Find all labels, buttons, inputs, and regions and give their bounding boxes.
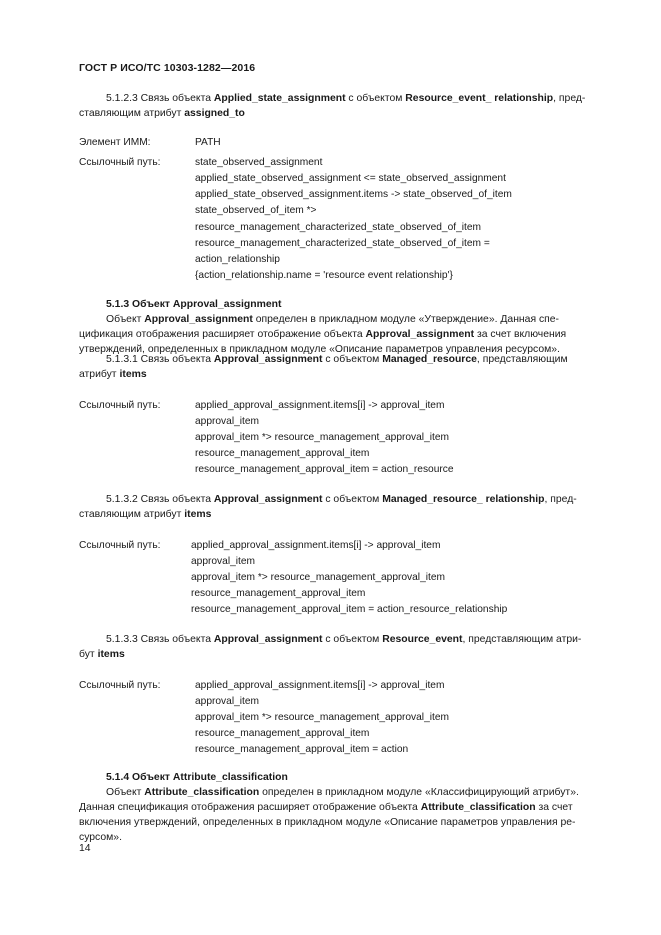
path-line: applied_approval_assignment.items[i] -> approval_item [191, 540, 441, 551]
path-line: approval_item *> resource_management_approval_item [195, 712, 449, 723]
text-run: атрибут [79, 369, 120, 380]
text-run: бут [79, 649, 98, 660]
path-line: resource_management_approval_item = action [195, 744, 409, 755]
bold-term: Applied_state_assignment [213, 93, 346, 104]
text-run: , пред- [544, 494, 577, 505]
rich-line [79, 91, 616, 106]
paragraph-5133 [79, 632, 616, 662]
text-run: 5.1.3.3 Связь объекта [106, 634, 214, 645]
path-line: approval_item *> resource_management_approval_item [191, 572, 445, 583]
path-line: approval_item [195, 416, 259, 427]
path-line: applied_state_observed_assignment.items -> state_observed_of_item [195, 189, 512, 200]
text-run: с объектом [345, 93, 406, 104]
path-line: resource_management_approval_item [191, 588, 366, 599]
path-line: resource_management_characterized_state_observed_of_item [195, 222, 481, 233]
rich-line [79, 327, 616, 342]
rich-line [79, 815, 616, 830]
path-line: approval_item [191, 556, 255, 567]
path-line: applied_approval_assignment.items[i] -> approval_item [195, 400, 445, 411]
path-line: state_observed_of_item *> [195, 205, 317, 216]
imm-label: Элемент ИММ: [79, 137, 151, 148]
path-line: applied_state_observed_assignment <= state_observed_assignment [195, 173, 506, 184]
rich-line [79, 507, 616, 522]
text-run: за счет [535, 802, 573, 813]
rich-line [79, 106, 616, 121]
text-run: цификация отображения расширяет отображение объекта [79, 329, 366, 340]
path-line: {action_relationship.name = 'resource event relationship'} [195, 270, 453, 281]
text-run: Объект [106, 787, 145, 798]
path-line: applied_approval_assignment.items[i] -> approval_item [195, 680, 445, 691]
bold-term: Managed_resource [382, 354, 477, 365]
path-line: resource_management_approval_item = action_resource [195, 464, 454, 475]
rich-line [79, 312, 616, 327]
bold-term: Resource_event [382, 634, 463, 645]
text-run: определен в прикладном модуле «Классифицирующий атрибут». [259, 787, 579, 798]
text-run: Данная спецификация отображения расширяет отображение объекта [79, 802, 421, 813]
path-line: approval_item [195, 696, 259, 707]
text-run: , представляющим атри- [462, 634, 582, 645]
bold-term: Attribute_classification [420, 802, 536, 813]
text-run: ставляющим атрибут [79, 108, 185, 119]
bold-term: Approval_assignment [144, 314, 253, 325]
text-run: с объектом [322, 494, 383, 505]
paragraph-513 [79, 312, 616, 357]
bold-term: assigned_to [184, 108, 245, 119]
bold-term: Attribute_classification [144, 787, 260, 798]
rich-line [79, 830, 616, 845]
paragraph-514 [79, 785, 616, 845]
text-run: ставляющим атрибут [79, 509, 185, 520]
text-run: , пред- [553, 93, 586, 104]
text-run: утверждений, определенных в прикладном модуле «Описание параметров управления ресурсом». [79, 344, 560, 355]
bold-term: Approval_assignment [213, 354, 323, 365]
section-heading-514: 5.1.4 Объект Attribute_classification [106, 772, 288, 783]
bold-term: Approval_assignment [213, 494, 323, 505]
bold-term: Approval_assignment [365, 329, 475, 340]
ref-path-label: Ссылочный путь: [79, 540, 161, 551]
path-line: resource_management_approval_item = action_resource_relationship [191, 604, 508, 615]
imm-value: PATH [195, 137, 221, 148]
bold-term: Resource_event_ relationship [405, 93, 554, 104]
section-heading-513: 5.1.3 Объект Approval_assignment [106, 299, 282, 310]
rich-line [79, 492, 616, 507]
ref-path-label: Ссылочный путь: [79, 680, 161, 691]
path-line: approval_item *> resource_management_approval_item [195, 432, 449, 443]
text-run: с объектом [322, 634, 383, 645]
text-run: сурсом». [79, 832, 122, 843]
text-run: с объектом [322, 354, 383, 365]
text-run: 5.1.2.3 Связь объекта [106, 93, 214, 104]
rich-line [79, 632, 616, 647]
text-run: за счет включения [474, 329, 567, 340]
text-run: определен в прикладном модуле «Утверждение». Данная спе- [252, 314, 560, 325]
path-line: action_relationship [195, 254, 280, 265]
rich-line [79, 800, 616, 815]
text-run: включения утверждений, определенных в прикладном модуле «Описание параметров управления ре- [79, 817, 576, 828]
text-run: Объект [106, 314, 145, 325]
rich-line [79, 785, 616, 800]
rich-line [79, 647, 616, 662]
paragraph-5132 [79, 492, 616, 522]
bold-term: items [97, 649, 125, 660]
document-header: ГОСТ Р ИСО/ТС 10303-1282—2016 [79, 62, 256, 74]
path-line: resource_management_approval_item [195, 728, 370, 739]
text-run: , представляющим [476, 354, 568, 365]
rich-line [79, 367, 616, 382]
bold-term: Approval_assignment [213, 634, 323, 645]
text-run: 5.1.3.2 Связь объекта [106, 494, 214, 505]
text-run: 5.1.3.1 Связь объекта [106, 354, 214, 365]
ref-path-label: Ссылочный путь: [79, 400, 161, 411]
bold-term: items [119, 369, 147, 380]
paragraph-5131 [79, 352, 616, 382]
rich-line [79, 352, 616, 367]
page-number: 14 [79, 843, 91, 854]
path-line: state_observed_assignment [195, 157, 323, 168]
ref-path-label: Ссылочный путь: [79, 157, 161, 168]
path-line: resource_management_approval_item [195, 448, 370, 459]
bold-term: Managed_resource_ relationship [382, 494, 545, 505]
bold-term: items [184, 509, 212, 520]
paragraph-5123 [79, 91, 616, 121]
path-line: resource_management_characterized_state_observed_of_item = [195, 238, 490, 249]
